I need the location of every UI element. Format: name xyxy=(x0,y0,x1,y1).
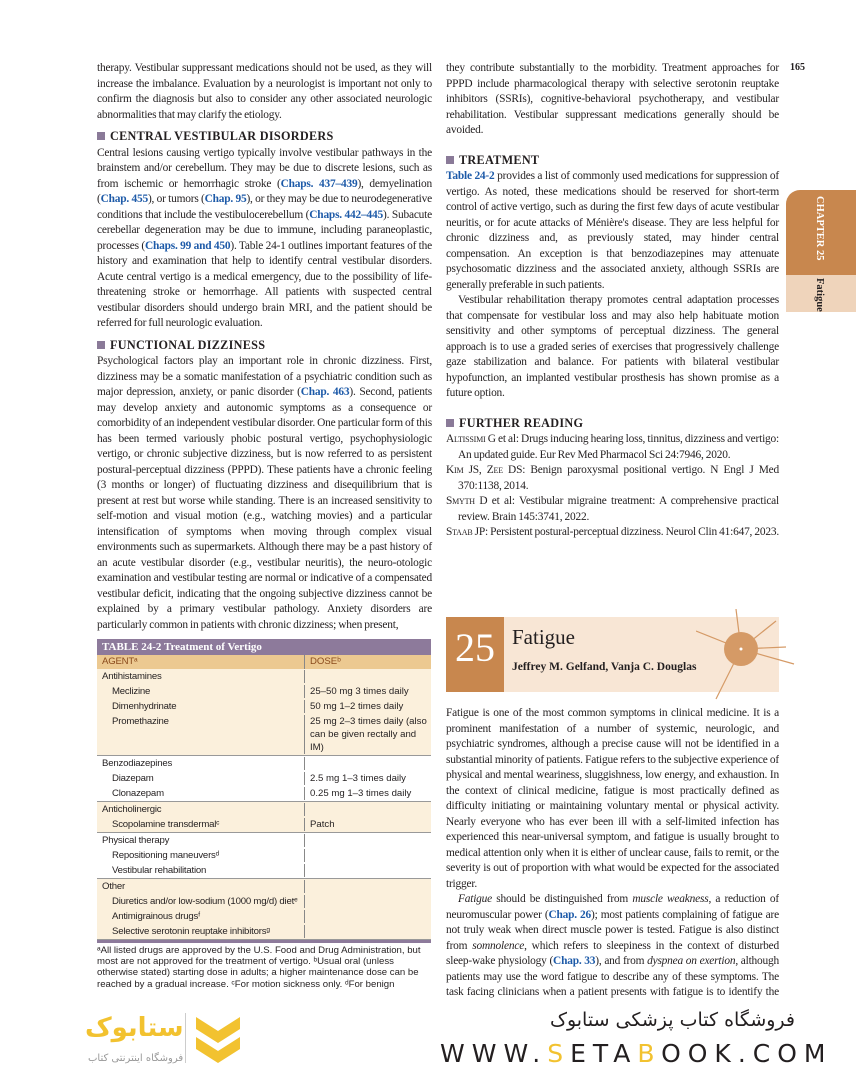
text-run: Staab xyxy=(446,526,473,538)
logo-text: ستابوک xyxy=(85,1013,184,1043)
group-name: Antihistamines xyxy=(97,670,305,683)
table-group-row xyxy=(97,833,431,848)
dose-cell xyxy=(305,895,431,908)
agent-cell: Repositioning maneuversᵈ xyxy=(97,849,305,862)
reference xyxy=(446,463,779,494)
text-run: ). Table 24-1 outlines important features of the history and examination that help to identify central vestibular disorders. Acute central vertigo is a medical emergency, due to the possibility of life-threatening stroke or hemorrhage. All patients with suspected central vestibular disorders should undergo brain MRI, and the patient should be referred for full neurologic evaluation. xyxy=(97,239,432,329)
agent-cell: Vestibular rehabilitation xyxy=(97,864,305,877)
section-heading xyxy=(97,129,432,145)
table-row xyxy=(97,909,431,924)
paragraph xyxy=(97,61,432,123)
text-run: ), or they may be due to neurodegenerative conditions that include the vestibulocerebellum ( xyxy=(97,193,432,221)
table-group xyxy=(97,669,431,756)
table-row xyxy=(97,714,431,755)
table-group xyxy=(97,756,431,802)
text-run: Altissimi xyxy=(446,433,486,445)
side-tab-chapter: CHAPTER 25 xyxy=(814,196,825,261)
chapter-side-tab xyxy=(786,190,856,312)
text-run: , although patients may use the word fatigue to describe any of these symptoms. The task facing clinicians when a patient presents with fatigue is to identify the xyxy=(446,955,779,998)
logo-subtitle: فروشگاه اینترنتی کتاب xyxy=(88,1053,184,1064)
text-run: should be distinguished from xyxy=(492,893,633,905)
table-group xyxy=(97,879,431,940)
group-name: Anticholinergic xyxy=(97,803,305,816)
reference xyxy=(446,494,779,525)
table-group-row xyxy=(97,802,431,817)
dose-cell xyxy=(305,910,431,923)
treatment-table xyxy=(97,639,431,990)
group-name: Physical therapy xyxy=(97,834,305,847)
table-row xyxy=(97,817,431,832)
dose-cell xyxy=(305,849,431,862)
dose-cell: 50 mg 1–2 times daily xyxy=(310,701,404,712)
chapter-header xyxy=(446,617,779,692)
left-column xyxy=(97,61,432,633)
table-group xyxy=(97,802,431,833)
text-run: they contribute substantially to the morbidity. Treatment approaches for PPPD include pharmacological therapy with selective serotonin reuptake inhibitors (SSRIs), cognitive-behavioral psychotherapy, and vestibular rehabilitation. Vestibular suppressant medications generally should be avoided. xyxy=(446,62,779,136)
table-row xyxy=(97,924,431,939)
section-heading xyxy=(446,416,779,432)
table-row xyxy=(97,684,431,699)
store-name: فروشگاه کتاب پزشکی ستابوک xyxy=(549,1009,795,1031)
text-run: ), demyelination ( xyxy=(97,177,432,205)
side-tab-title: Fatigue xyxy=(814,278,825,312)
group-name: Other xyxy=(97,880,305,893)
agent-cell: Meclizine xyxy=(97,685,305,698)
text-run: JS, xyxy=(463,464,487,476)
text-run: G et al: Drugs inducing hearing loss, tinnitus, dizziness and vertigo: An updated guide. Eur Rev Med Pharmacol Sci 24:7946, 2020. xyxy=(458,433,779,461)
group-name: Benzodiazepines xyxy=(97,757,305,770)
dose-cell: 25 mg 2–3 times daily (also can be given rectally and IM) xyxy=(310,716,427,753)
store-url: WWW.SETABOOK.COM xyxy=(440,1039,833,1068)
ink-splash-icon xyxy=(696,609,796,704)
header-agent: AGENTᵃ xyxy=(97,655,305,669)
dose-cell xyxy=(305,864,431,877)
page-number: 165 xyxy=(790,62,805,73)
text-run: Smyth xyxy=(446,495,475,507)
agent-cell: Promethazine xyxy=(97,715,305,754)
cross-reference-link[interactable]: Chaps. 437–439 xyxy=(280,177,358,190)
text-run: ). Subacute cerebellar degeneration may be due to immune, including paraneoplastic, processes ( xyxy=(97,208,432,252)
text-run: ); most patients complaining of fatigue are not truly weak when direct muscle power is tested. Fatigue is also distinct from xyxy=(446,908,779,952)
table-group-row xyxy=(97,669,431,684)
dose-cell: 0.25 mg 1–3 times daily xyxy=(310,788,412,799)
section-heading xyxy=(97,338,432,354)
paragraph xyxy=(446,892,779,1000)
text-run: therapy. Vestibular suppressant medications should not be used, as they will increase the imbalance. Evaluation by a neurologist is important not only to confirm the diagnosis but also to consider any other associated neurologic abnormalities that may clarify the etiology. xyxy=(97,62,432,121)
setabook-logo-icon xyxy=(193,1011,243,1067)
table-row xyxy=(97,771,431,786)
paragraph xyxy=(446,169,779,293)
header-dose: DOSEᵇ xyxy=(310,656,341,667)
chapter-body xyxy=(446,706,779,1000)
text-run: Vestibular rehabilitation therapy promotes central adaptation processes that compensate for vestibular loss and may also help habituate motion sensitivity and other symptoms of perceptual dizziness. The general approach is to use a graded series of exercises that progressively challenge gaze stabilization and balance. For patients with bilateral vestibular hypofunction, an implanted vestibular prosthesis has shown promise as a future option. xyxy=(446,294,779,399)
text-run: D et al: Vestibular migraine treatment: A comprehensive practical review. Brain 145:3741, 2022. xyxy=(458,495,779,523)
table-header xyxy=(97,655,431,669)
table-group-row xyxy=(97,756,431,771)
right-column xyxy=(446,61,779,541)
heading-text: FUNCTIONAL DIZZINESS xyxy=(110,337,266,352)
agent-cell: Clonazepam xyxy=(97,787,305,800)
agent-cell: Dimenhydrinate xyxy=(97,700,305,713)
paragraph xyxy=(446,293,779,402)
text-run: muscle weakness xyxy=(632,893,709,905)
text-run: ). Second, patients may develop anxiety and autonomic symptoms as a consequence or comorbidity of an independent vestibular disorder. One particular form of this has been termed variously phobic postural vertigo, psychophysiologic vertigo, or chronic subjective dizziness, but is now referred to as persistent postural-perceptual dizziness (PPPD). These patients have a chronic feeling (3 months or longer) of fluctuating dizziness and disequilibrium that is present at rest but worse while standing. There is an increased sensitivity to self-motion and visual motion (e.g., watching movies) and a particular intensification of symptoms when moving through complex visual environments such as supermarkets. Although there may be a past history of an acute vestibular disorder (e.g., vestibular neuritis), the neuro-otologic examination and vestibular testing are normal or indicative of a compensated vestibular deficit, indicating that the ongoing subjective dizziness cannot be explained by a primary vestibular pathology. Anxiety disorders are particularly common in patients with chronic dizziness; when present, xyxy=(97,386,432,631)
cross-reference-link[interactable]: Chap. 26 xyxy=(548,908,592,921)
text-run: JP: Persistent postural-perceptual dizziness. Neurol Clin 41:647, 2023. xyxy=(472,526,779,538)
agent-cell: Diuretics and/or low-sodium (1000 mg/d) dietᵉ xyxy=(97,895,305,908)
cross-reference-link[interactable]: Chaps. 442–445 xyxy=(309,208,384,221)
dose-cell: 2.5 mg 1–3 times daily xyxy=(310,773,406,784)
paragraph xyxy=(97,146,432,332)
chapter-title: Fatigue xyxy=(512,625,575,649)
table-footnote: ᵃAll listed drugs are approved by the U.S. Food and Drug Administration, but most are not approved for the treatment of vertigo. ᵇUsual oral (unless otherwise stated) starting dose in adults; a higher maintenance dose can be reached by a gradual increase. ᶜFor motion sickness only. ᵈFor benign xyxy=(97,940,431,990)
text-run: Kim xyxy=(446,464,464,476)
table-group xyxy=(97,833,431,879)
reference xyxy=(446,432,779,463)
dose-cell: Patch xyxy=(310,819,335,830)
cross-reference-link[interactable]: Chaps. 99 and 450 xyxy=(144,239,231,252)
text-run: Fatigue is one of the most common symptoms in clinical medicine. It is a prominent manifestation of a number of systemic, neurologic, and psychiatric syndromes, although a precise cause will not be identified in a substantial minority of patients. Fatigue refers to the subjective experience of physical and mental weariness, sluggishness, low energy, and exhaustion. In the context of clinical medicine, fatigue is most practically defined as difficulty initiating or maintaining voluntary mental or physical activity. Nearly everyone who has ever been ill with a self-limited infection has experienced this near-universal symptom, and fatigue is usually brought to medical attention only when it is either of unclear cause, fails to remit, or the severity is out of proportion with what would be expected for the associated trigger. xyxy=(446,707,779,890)
text-run: Psychological factors play an important role in chronic dizziness. First, dizziness may be a somatic manifestation of a psychiatric condition such as major depression, anxiety, or panic disorder ( xyxy=(97,355,432,398)
text-run: Fatigue xyxy=(458,893,493,905)
cross-reference-link[interactable]: Table 24-2 xyxy=(446,170,495,182)
text-run: Central lesions causing vertigo typically involve vestibular pathways in the brainstem and/or cerebellum. They may be due to discrete lesions, such as from ischemic or hemorrhagic stroke ( xyxy=(97,146,432,190)
heading-text: CENTRAL VESTIBULAR DISORDERS xyxy=(110,129,334,143)
paragraph xyxy=(446,61,779,139)
agent-cell: Antimigrainous drugsᶠ xyxy=(97,910,305,923)
cross-reference-link[interactable]: Chap. 95 xyxy=(204,193,247,205)
text-run: , a reduction of neuromuscular power ( xyxy=(446,893,779,921)
section-heading xyxy=(446,153,779,169)
text-run: , which refers to sleepiness in the context of disturbed sleep-wake physiology ( xyxy=(446,939,779,967)
chapter-number: 25 xyxy=(446,617,504,692)
text-run: ), or tumors ( xyxy=(147,193,205,205)
text-run: Zee xyxy=(486,464,503,476)
table-row xyxy=(97,863,431,878)
table-row xyxy=(97,894,431,909)
table-row xyxy=(97,786,431,801)
heading-text: TREATMENT xyxy=(459,152,540,167)
chapter-authors: Jeffrey M. Gelfand, Vanja C. Douglas xyxy=(512,661,697,673)
cross-reference-link[interactable]: Chap. 463 xyxy=(300,386,350,398)
dose-cell xyxy=(305,925,431,938)
cross-reference-link[interactable]: Chap. 33 xyxy=(553,955,596,967)
paragraph xyxy=(446,706,779,892)
dose-cell: 25–50 mg 3 times daily xyxy=(310,686,409,697)
reference xyxy=(446,525,779,541)
text-run: dyspnea on exertion xyxy=(647,955,736,967)
text-run: somnolence xyxy=(472,939,525,952)
text-run: ), and from xyxy=(595,955,648,967)
table-row xyxy=(97,699,431,714)
table-title: TABLE 24-2 Treatment of Vertigo xyxy=(97,639,431,655)
heading-text: FURTHER READING xyxy=(459,415,584,430)
agent-cell: Diazepam xyxy=(97,772,305,785)
table-group-row xyxy=(97,879,431,894)
cross-reference-link[interactable]: Chap. 455 xyxy=(100,193,148,205)
agent-cell: Scopolamine transdermalᶜ xyxy=(97,818,305,831)
table-row xyxy=(97,848,431,863)
publisher-footer xyxy=(0,1000,856,1080)
text-run: provides a list of commonly used medications for suppression of vertigo. As noted, these medications should be reserved for short-term control of active vertigo, such as during the first few days of acute vestibular neuritis, or for acute attacks of Ménière's disease. They are less helpful for chronic dizziness and, as previously stated, may hinder central compensation. An exception is that benzodiazepines may attenuate psychosomatic dizziness and the associated anxiety, although SSRIs are generally preferable in such patients. xyxy=(446,170,780,291)
text-run: DS: Benign paroxysmal positional vertigo. N Engl J Med 370:1138, 2014. xyxy=(458,464,779,492)
agent-cell: Selective serotonin reuptake inhibitorsᵍ xyxy=(97,925,305,938)
paragraph xyxy=(97,354,432,633)
